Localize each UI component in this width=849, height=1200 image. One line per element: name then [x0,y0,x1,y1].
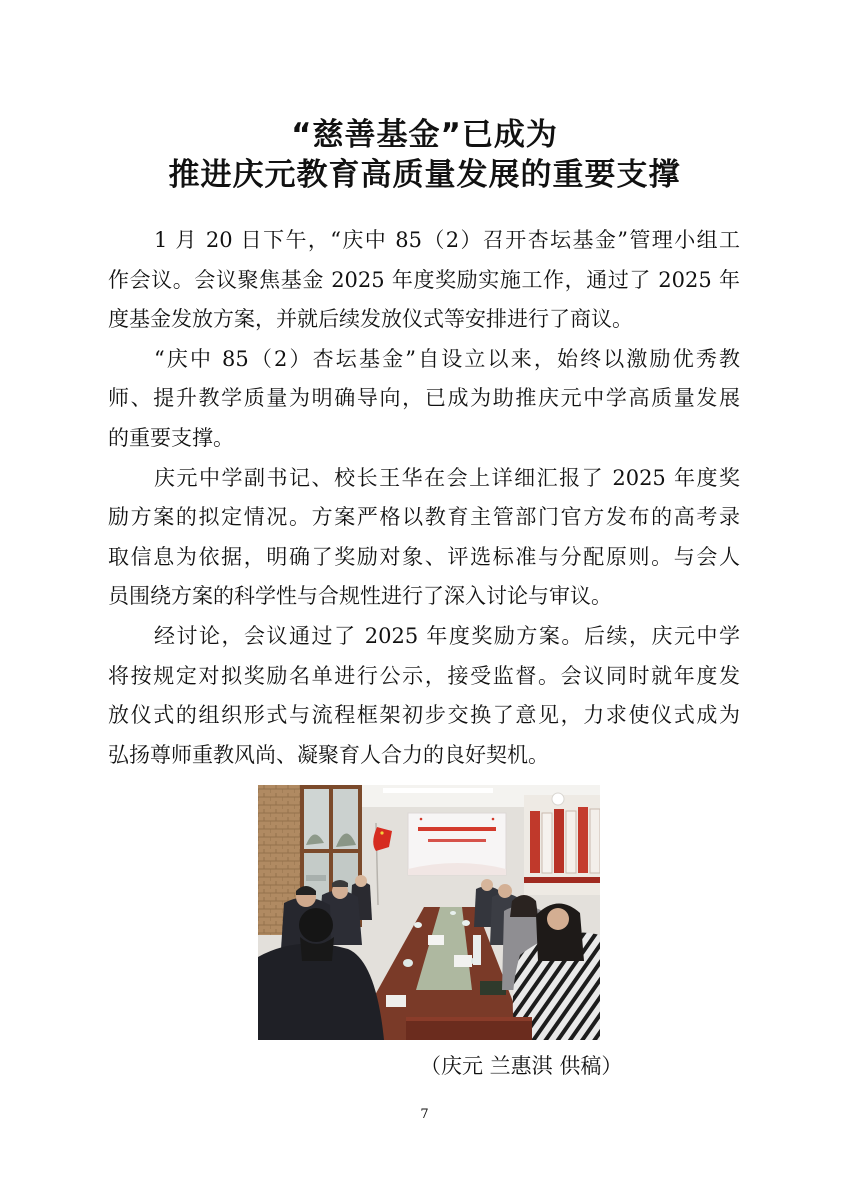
chair-back-highlight [406,1017,532,1021]
paragraph-3-line-4: 员围绕方案的科学性与合规性进行了深入讨论与审议。 [108,584,612,609]
paragraph-1-line-1: 1 月 20 日下午，“庆中 85（2）召开杏坛基金”管理小组工 [154,228,740,252]
article-body [108,221,740,775]
paragraph-2-line-1: “庆中 85（2）杏坛基金”自设立以来，始终以激励优秀教 [154,346,740,371]
ceiling-light [383,788,493,793]
photo-credit-caption: （庆元 兰惠淇 供稿） [420,1054,623,1078]
article-title-line-2: 推进庆元教育高质量发展的重要支撑 [168,157,681,193]
paragraph-1-line-2: 作会议。会议聚焦基金 2025 年度奖励实施工作，通过了 2025 年 [108,267,740,292]
paragraph-4-line-3: 放仪式的组织形式与流程框架初步交换了意见，力求使仪式成为 [108,703,740,728]
paragraph-4-line-2: 将按规定对拟奖励名单进行公示，接受监督。会议同时就年度发 [108,663,740,688]
meeting-photo [258,785,600,1040]
page-number: 7 [420,1107,429,1122]
paragraph-2-line-3: 的重要支撑。 [108,425,234,450]
paragraph-1-line-3: 度基金发放方案，并就后续发放仪式等安排进行了商议。 [108,307,633,332]
wall-lamp [552,793,564,805]
paragraph-3-line-1: 庆元中学副书记、校长王华在会上详细汇报了 2025 年度奖 [154,465,740,490]
paragraph-3-line-3: 取信息为依据，明确了奖励对象、评选标准与分配原则。与会人 [108,544,740,569]
paragraph-4-line-4: 弘扬尊师重教风尚、凝聚育人合力的良好契机。 [108,742,549,767]
projector-screen [408,813,506,875]
wall-display-boards [524,795,600,895]
paragraph-4-line-1: 经讨论，会议通过了 2025 年度奖励方案。后续，庆元中学 [154,623,740,648]
paragraph-2-line-2: 师、提升教学质量为明确导向，已成为助推庆元中学高质量发展 [108,386,740,411]
article-title-line-1: “慈善基金”已成为 [291,117,558,153]
paragraph-3-line-2: 励方案的拟定情况。方案严格以教育主管部门官方发布的高考录 [108,505,740,530]
